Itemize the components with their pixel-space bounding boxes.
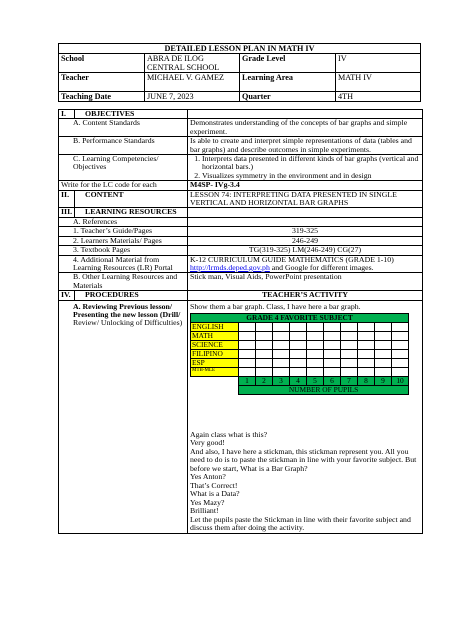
- performance-standards-value: Is able to create and interpret simple representations of data (tables and bar graphs) and describe outcomes in simple experiments.: [188, 137, 423, 155]
- dialog-line: Let the pupils paste the Stickman in line with their favorite subject and discuss them after doing the activity.: [190, 514, 411, 533]
- graph-cell[interactable]: [239, 331, 256, 340]
- graph-cell[interactable]: [256, 349, 273, 358]
- bar-graph-row: [191, 340, 409, 349]
- content-number: II.: [59, 190, 75, 208]
- textbook-pages-value: TG(319-325) LM(246-249) CG(27): [188, 246, 423, 255]
- grade-level-value: IV: [336, 54, 421, 73]
- graph-cell[interactable]: [290, 367, 307, 376]
- axis-tick-label: 6: [324, 376, 341, 385]
- dialog-line: Yes Mazy?: [190, 497, 225, 507]
- competency-item: 1. Interprets data presented in different kinds of bar graphs (vertical and horizontal bars.): [202, 155, 420, 172]
- curriculum-guide-text: K-12 CURRICULUM GUIDE MATHEMATICS (GRADE 1-10): [190, 255, 394, 264]
- subject-label: ESP: [191, 358, 239, 367]
- graph-cell[interactable]: [324, 340, 341, 349]
- teachers-guide-label: 1. Teacher’s Guide/Pages: [59, 227, 188, 236]
- grade-level-label: Grade Level: [240, 54, 336, 73]
- graph-cell[interactable]: [256, 322, 273, 331]
- bar-graph-row: [191, 349, 409, 358]
- graph-cell[interactable]: [256, 340, 273, 349]
- teaching-date-value: JUNE 7, 2023: [145, 92, 240, 102]
- graph-cell[interactable]: [341, 331, 358, 340]
- references-blank: [188, 217, 423, 226]
- intro-line: Show them a bar graph. Class, I have here a bar graph.: [190, 301, 361, 311]
- axis-tick-label: 8: [358, 376, 375, 385]
- dialog-line: Again class what is this?: [190, 429, 268, 439]
- graph-cell[interactable]: [324, 367, 341, 376]
- graph-cell[interactable]: [392, 358, 409, 367]
- graph-cell[interactable]: [239, 349, 256, 358]
- graph-cell[interactable]: [239, 358, 256, 367]
- teachers-activity-cell: [188, 300, 423, 533]
- lrmds-after-text: and Google for different images.: [269, 262, 374, 272]
- graph-cell[interactable]: [375, 322, 392, 331]
- teachers-activity-heading: TEACHER’S ACTIVITY: [188, 291, 423, 300]
- bar-graph-table: [190, 313, 409, 395]
- header-table: [58, 43, 421, 102]
- axis-tick-label: 3: [273, 376, 290, 385]
- dialog-line: That’s Correct!: [190, 480, 238, 490]
- subject-label: ENGLISH: [191, 322, 239, 331]
- lc-code-label: Write for the LC code for each: [59, 181, 188, 190]
- graph-cell[interactable]: [290, 331, 307, 340]
- axis-tick-label: 1: [239, 376, 256, 385]
- graph-cell[interactable]: [290, 322, 307, 331]
- subject-label: FILIPINO: [191, 349, 239, 358]
- school-value: ABRA DE ILOG CENTRAL SCHOOL: [145, 54, 240, 73]
- axis-corner: [191, 376, 239, 385]
- axis-tick-label: 4: [290, 376, 307, 385]
- graph-cell[interactable]: [239, 340, 256, 349]
- graph-cell[interactable]: [307, 367, 324, 376]
- subject-label: SCIENCE: [191, 340, 239, 349]
- graph-cell[interactable]: [358, 322, 375, 331]
- performance-standards-label: B. Performance Standards: [59, 137, 188, 155]
- axis-tick-label: 10: [392, 376, 409, 385]
- additional-material-value: [188, 255, 423, 273]
- competency-item: 2. Visualizes symmetry in the environment and in design: [202, 172, 420, 180]
- graph-cell[interactable]: [358, 367, 375, 376]
- axis-tick-label: 7: [341, 376, 358, 385]
- graph-cell[interactable]: [273, 358, 290, 367]
- resources-number: III.: [59, 208, 75, 217]
- other-resources-value: Stick man, Visual Aids, PowerPoint presentation: [188, 273, 423, 291]
- graph-cell[interactable]: [307, 331, 324, 340]
- learning-area-label: Learning Area: [240, 73, 336, 92]
- graph-cell[interactable]: [358, 358, 375, 367]
- dialog-line: Yes Anton?: [190, 472, 226, 482]
- graph-cell[interactable]: [239, 367, 256, 376]
- graph-cell[interactable]: [239, 322, 256, 331]
- review-label: [59, 300, 188, 533]
- subject-label: MATH: [191, 331, 239, 340]
- graph-cell[interactable]: [341, 367, 358, 376]
- graph-cell[interactable]: [324, 322, 341, 331]
- graph-cell[interactable]: [290, 358, 307, 367]
- graph-cell[interactable]: [375, 367, 392, 376]
- bar-graph-row: [191, 331, 409, 340]
- procedures-number: IV.: [59, 291, 75, 300]
- graph-cell[interactable]: [307, 340, 324, 349]
- x-axis-label: NUMBER OF PUPILS: [239, 385, 409, 394]
- graph-cell[interactable]: [324, 358, 341, 367]
- teachers-guide-value: 319-325: [188, 227, 423, 236]
- teaching-date-label: Teaching Date: [59, 92, 145, 102]
- graph-cell[interactable]: [324, 349, 341, 358]
- graph-cell[interactable]: [375, 358, 392, 367]
- review-label-bold: A. Reviewing Previous lesson/ Presenting the new lesson (: [73, 301, 173, 319]
- dialog-line: Very good!: [190, 438, 225, 448]
- graph-cell[interactable]: [324, 331, 341, 340]
- objectives-blank: [188, 110, 423, 119]
- graph-cell[interactable]: [358, 349, 375, 358]
- graph-cell[interactable]: [341, 349, 358, 358]
- graph-cell[interactable]: [392, 367, 409, 376]
- objectives-number: I.: [59, 110, 75, 119]
- procedures-heading: PROCEDURES: [75, 291, 188, 300]
- teacher-label: Teacher: [59, 73, 145, 92]
- dialog-line: What is a Data?: [190, 489, 240, 499]
- axis-corner: [191, 385, 239, 394]
- lc-code-value: M4SP- IVg-3.4: [188, 181, 423, 190]
- content-heading: CONTENT: [75, 190, 188, 208]
- graph-cell[interactable]: [375, 340, 392, 349]
- document-title: DETAILED LESSON PLAN IN MATH IV: [59, 44, 421, 54]
- graph-cell[interactable]: [273, 367, 290, 376]
- graph-cell[interactable]: [392, 322, 409, 331]
- lesson-plan-table: [58, 109, 423, 534]
- quarter-label: Quarter: [240, 92, 336, 102]
- subject-label: MTB-MLE: [191, 367, 239, 376]
- bar-graph-row: [191, 322, 409, 331]
- axis-tick-label: 5: [307, 376, 324, 385]
- graph-cell[interactable]: [341, 340, 358, 349]
- graph-cell[interactable]: [273, 322, 290, 331]
- additional-material-label: 4. Additional Material from Learning Resources (LR) Portal: [59, 255, 188, 273]
- resources-heading: LEARNING RESOURCES: [75, 208, 188, 217]
- competencies-list: [188, 155, 423, 181]
- graph-cell[interactable]: [358, 331, 375, 340]
- graph-cell[interactable]: [358, 340, 375, 349]
- graph-cell[interactable]: [256, 331, 273, 340]
- graph-cell[interactable]: [273, 331, 290, 340]
- graph-cell[interactable]: [290, 349, 307, 358]
- graph-cell[interactable]: [375, 349, 392, 358]
- content-standards-value: Demonstrates understanding of the concepts of bar graphs and simple experiment.: [188, 119, 423, 137]
- dialog-line: And also, I have here a stickman, this stickman represent you. All you need to do is to paste the stickman in line with your favorite subject. But before we start, What is a Bar Graph?: [190, 446, 417, 473]
- learning-area-value: MATH IV: [336, 73, 421, 92]
- textbook-pages-label: 3. Textbook Pages: [59, 246, 188, 255]
- graph-cell[interactable]: [273, 349, 290, 358]
- learners-materials-value: 246-249: [188, 236, 423, 245]
- references-label: A. References: [59, 217, 188, 226]
- graph-cell[interactable]: [307, 358, 324, 367]
- bar-graph-row: [191, 367, 409, 376]
- graph-cell[interactable]: [392, 349, 409, 358]
- axis-tick-label: 2: [256, 376, 273, 385]
- graph-cell[interactable]: [341, 358, 358, 367]
- competencies-label: C. Learning Competencies/ Objectives: [59, 155, 188, 181]
- graph-cell[interactable]: [290, 340, 307, 349]
- graph-cell[interactable]: [273, 340, 290, 349]
- content-standards-label: A. Content Standards: [59, 119, 188, 137]
- lrmds-line: [190, 264, 420, 272]
- review-label-rest: Review/ Unlocking of Difficulties): [73, 318, 183, 328]
- dialog-line: Brilliant!: [190, 506, 219, 516]
- school-label: School: [59, 54, 145, 73]
- objectives-heading: OBJECTIVES: [75, 110, 188, 119]
- learners-materials-label: 2. Learners Materials/ Pages: [59, 236, 188, 245]
- graph-cell[interactable]: [392, 331, 409, 340]
- resources-blank: [188, 208, 423, 217]
- graph-cell[interactable]: [375, 331, 392, 340]
- quarter-value: 4TH: [336, 92, 421, 102]
- bar-graph-row: [191, 358, 409, 367]
- content-value: LESSON 74: INTERPRETING DATA PRESENTED IN SINGLE VERTICAL AND HORIZONTAL BAR GRAPHS: [188, 190, 423, 208]
- graph-cell[interactable]: [307, 349, 324, 358]
- other-resources-label: B. Other Learning Resources and Materials: [59, 273, 188, 291]
- graph-cell[interactable]: [392, 340, 409, 349]
- graph-cell[interactable]: [307, 322, 324, 331]
- lrmds-link[interactable]: http://lrmds.deped.gov.ph: [190, 262, 270, 272]
- graph-cell[interactable]: [256, 367, 273, 376]
- dialog-block: [190, 431, 420, 533]
- bar-graph-title: GRADE 4 FAVORITE SUBJECT: [191, 313, 409, 322]
- graph-cell[interactable]: [256, 358, 273, 367]
- axis-tick-label: 9: [375, 376, 392, 385]
- graph-cell[interactable]: [341, 322, 358, 331]
- teacher-value: MICHAEL V. GAMEZ: [145, 73, 240, 92]
- review-label-drill: Drill/: [162, 309, 181, 319]
